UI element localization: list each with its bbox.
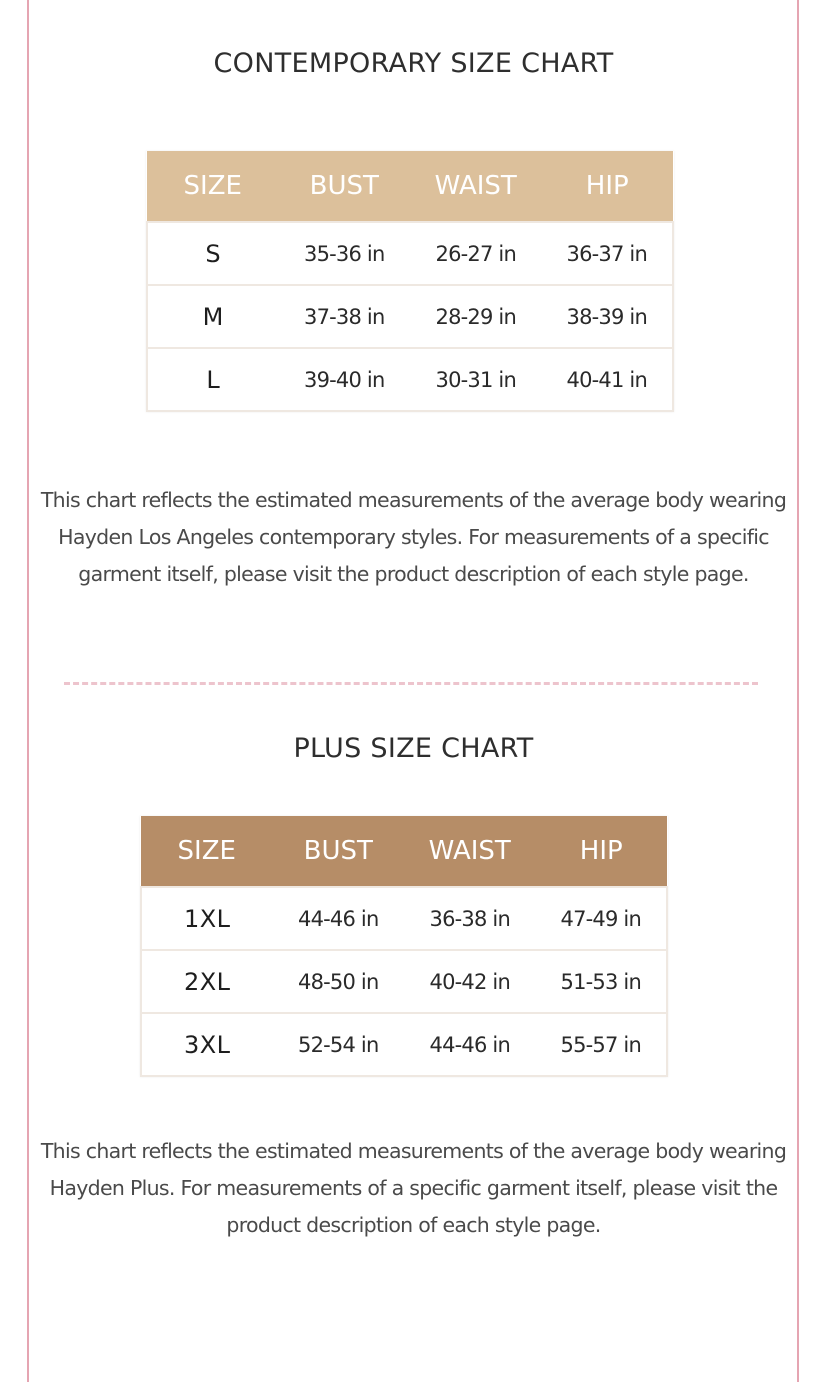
table-row	[141, 950, 667, 1013]
table-row	[141, 887, 667, 950]
size-cell: S	[147, 222, 279, 285]
header-waist: WAIST	[428, 836, 511, 866]
right-border-line	[797, 0, 799, 1382]
hip-cell: 51-53 in	[536, 950, 668, 1013]
plus-size-table	[140, 816, 668, 1077]
header-waist: WAIST	[434, 171, 517, 201]
waist-cell: 40-42 in	[404, 950, 536, 1013]
table-row	[147, 222, 673, 285]
hip-cell: 40-41 in	[542, 348, 674, 411]
bust-cell: 52-54 in	[273, 1013, 405, 1076]
hip-cell: 55-57 in	[536, 1013, 668, 1076]
waist-cell: 30-31 in	[410, 348, 542, 411]
hip-cell: 36-37 in	[542, 222, 674, 285]
table-header-row	[141, 816, 667, 887]
header-hip: HIP	[579, 836, 623, 866]
size-cell: 3XL	[141, 1013, 273, 1076]
bust-cell: 37-38 in	[279, 285, 411, 348]
table-row	[147, 348, 673, 411]
waist-cell: 28-29 in	[410, 285, 542, 348]
section-divider	[64, 682, 758, 685]
bust-cell: 48-50 in	[273, 950, 405, 1013]
table-header-row	[147, 151, 673, 222]
waist-cell: 44-46 in	[404, 1013, 536, 1076]
plus-chart-note: This chart reflects the estimated measurements of the average body wearing Hayden Plus. For measurements of a specific garment itself, please visit the product description of each style page.	[40, 1139, 787, 1237]
contemporary-size-table	[146, 151, 674, 412]
bust-cell: 35-36 in	[279, 222, 411, 285]
header-bust: BUST	[303, 836, 373, 866]
header-size: SIZE	[183, 171, 242, 201]
contemporary-chart-title: CONTEMPORARY SIZE CHART	[213, 48, 614, 79]
contemporary-chart-note: This chart reflects the estimated measurements of the average body wearing Hayden Los Angeles contemporary styles. For measurements of a specific garment itself, please visit the product description of each style page.	[40, 488, 787, 586]
bust-cell: 39-40 in	[279, 348, 411, 411]
waist-cell: 36-38 in	[404, 887, 536, 950]
size-cell: 2XL	[141, 950, 273, 1013]
header-hip: HIP	[585, 171, 629, 201]
table-row	[141, 1013, 667, 1076]
size-cell: L	[147, 348, 279, 411]
size-cell: 1XL	[141, 887, 273, 950]
header-size: SIZE	[177, 836, 236, 866]
header-bust: BUST	[309, 171, 379, 201]
table-row	[147, 285, 673, 348]
waist-cell: 26-27 in	[410, 222, 542, 285]
plus-chart-title: PLUS SIZE CHART	[293, 733, 534, 764]
bust-cell: 44-46 in	[273, 887, 405, 950]
left-border-line	[27, 0, 29, 1382]
hip-cell: 38-39 in	[542, 285, 674, 348]
size-cell: M	[147, 285, 279, 348]
hip-cell: 47-49 in	[536, 887, 668, 950]
